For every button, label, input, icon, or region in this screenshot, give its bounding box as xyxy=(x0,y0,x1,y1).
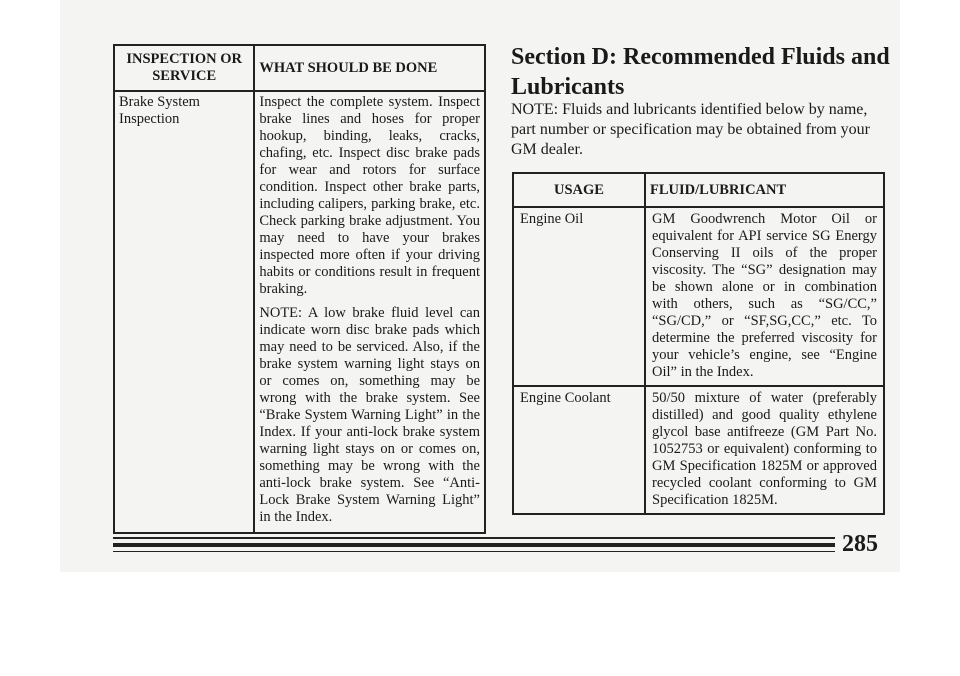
footer-rule xyxy=(113,543,835,547)
inspection-note: NOTE: A low brake fluid level can indicate worn disc brake pads which may need to be serviced. Also, if the brake system warning light stays on or comes on, something may be wrong with the brake system. See “Brake System Warning Light” in the Index. If your anti-lock brake system warning light stays on or comes on, something may be wrong with the anti-lock brake system. See “Anti-Lock Brake System Warning Light” in the Index. xyxy=(259,305,480,525)
table-header-row xyxy=(114,45,485,91)
inspection-table xyxy=(113,44,486,534)
column-header-fluid: FLUID/LUBRICANT xyxy=(645,173,884,207)
fluids-table xyxy=(512,172,885,515)
usage-cell: Engine Coolant xyxy=(513,386,645,514)
column-header-inspection: INSPECTION OR SERVICE xyxy=(114,45,254,91)
column-header-what-to-do: WHAT SHOULD BE DONE xyxy=(254,45,485,91)
page-number: 285 xyxy=(842,531,878,557)
column-header-usage: USAGE xyxy=(513,173,645,207)
table-row xyxy=(114,91,485,533)
inspection-description xyxy=(254,91,485,533)
fluid-cell: 50/50 mixture of water (preferably distilled) and good quality ethylene glycol base antifreeze (GM Part No. 1052753 or equivalent) conforming to GM Specification 1825M or approved recycled coolant conforming to GM Specification 1825M. xyxy=(645,386,884,514)
footer-rule xyxy=(113,551,835,552)
fluid-cell: GM Goodwrench Motor Oil or equivalent for API service SG Energy Conserving II oils of the proper viscosity. The “SG” designation may be shown alone or in combination with others, such as “SG/CC,” “SG/CD,” or “SF,SG,CC,” etc. To determine the preferred viscosity for your vehicle’s engine, see “Engine Oil” in the Index. xyxy=(645,207,884,386)
table-row xyxy=(513,207,884,386)
section-title: Section D: Recommended Fluids and Lubricants xyxy=(511,44,890,100)
inspection-paragraph: Inspect the complete system. Inspect brake lines and hoses for proper hookup, binding, leaks, cracks, chafing, etc. Inspect disc brake pads for wear and rotors for surface condition. Inspect other brake parts, including calipers, parking brake, etc. Check parking brake adjustment. You may need to have your brakes inspected more often if your driving habits or conditions result in frequent braking. xyxy=(259,94,480,297)
section-note: NOTE: Fluids and lubricants identified below by name, part number or specification may be obtained from your GM dealer. xyxy=(511,101,870,158)
usage-cell: Engine Oil xyxy=(513,207,645,386)
footer-rule xyxy=(113,537,835,539)
table-row xyxy=(513,386,884,514)
inspection-item: Brake System Inspection xyxy=(114,91,254,533)
table-header-row xyxy=(513,173,884,207)
